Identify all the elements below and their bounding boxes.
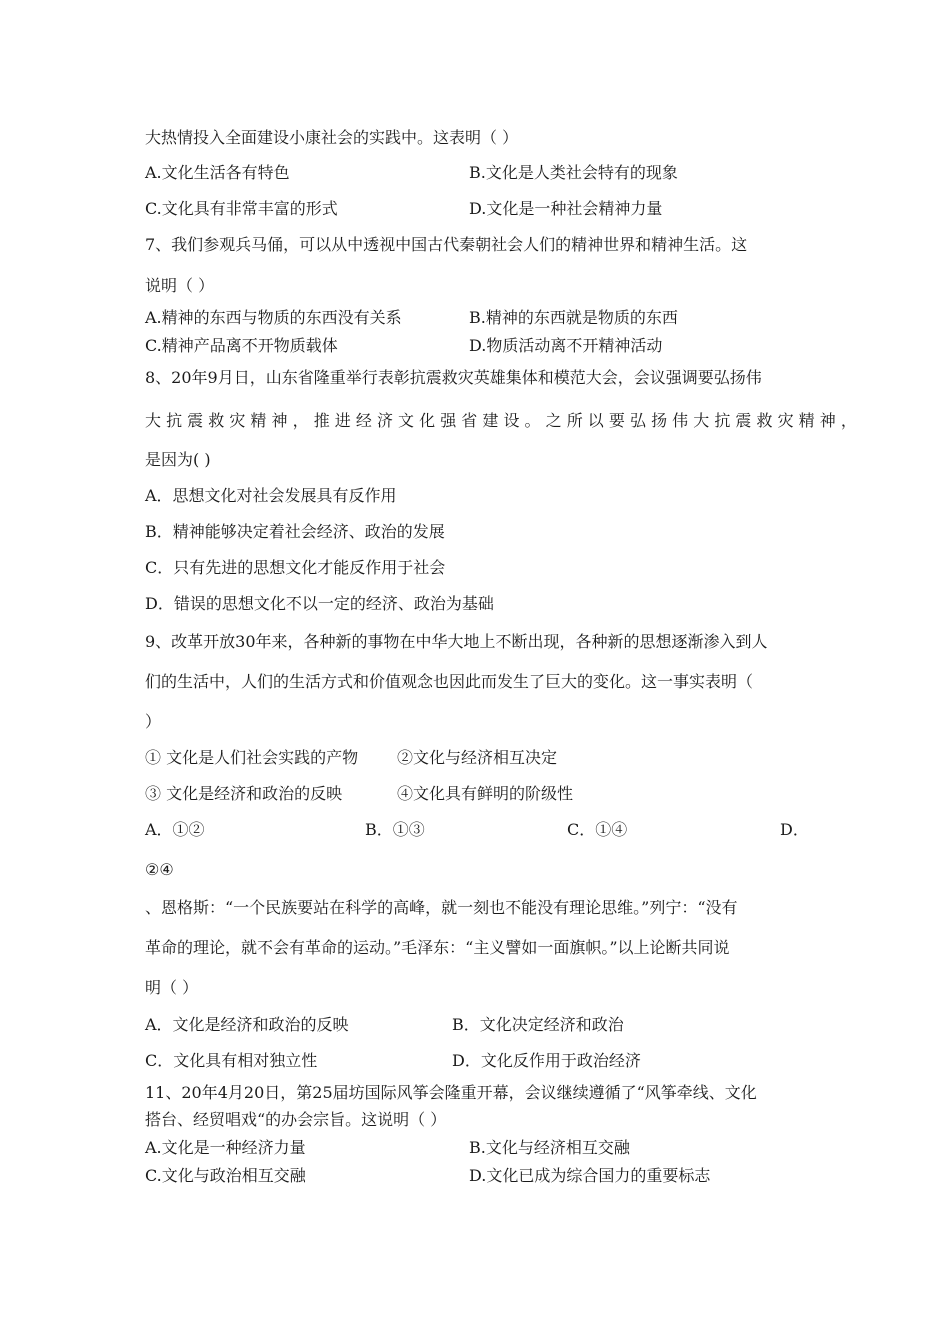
q9-stem-line-2: 们的生活中，人们的生活方式和价值观念也因此而发生了巨大的变化。这一事实表明（ xyxy=(145,672,754,691)
q8-stem-line-1: 8、20年9月日，山东省隆重举行表彰抗震救灾英雄集体和模范大会，会议强调要弘扬伟 xyxy=(145,368,762,387)
q11-option-d: D.文化已成为综合国力的重要标志 xyxy=(469,1166,711,1185)
q6-option-d: D.文化是一种社会精神力量 xyxy=(469,199,663,218)
q9-option-d: D． xyxy=(780,820,809,839)
q7-option-b: B.精神的东西就是物质的东西 xyxy=(469,308,678,327)
q10-stem-line-3: 明（ ） xyxy=(145,978,199,997)
q9-option-b: B．①③ xyxy=(365,820,425,839)
q9-statement-1: ① 文化是人们社会实践的产物 xyxy=(145,748,359,767)
q9-option-d-wrap: ②④ xyxy=(145,860,174,879)
q8-option-a: A．思想文化对社会发展具有反作用 xyxy=(145,486,397,505)
q8-option-b: B．精神能够决定着社会经济、政治的发展 xyxy=(145,522,445,541)
q11-stem-line-2: 搭台、经贸唱戏“的办会宗旨。这说明（ ） xyxy=(145,1110,447,1129)
q8-option-c: C．只有先进的思想文化才能反作用于社会 xyxy=(145,558,446,577)
q7-stem-line-2: 说明（ ） xyxy=(145,276,215,295)
q6-option-c: C.文化具有非常丰富的形式 xyxy=(145,199,338,218)
q10-stem-line-2: 革命的理论，就不会有革命的运动。”毛泽东：“主义譬如一面旗帜。”以上论断共同说 xyxy=(145,938,730,957)
q11-option-c: C.文化与政治相互交融 xyxy=(145,1166,306,1185)
q11-option-b: B.文化与经济相互交融 xyxy=(469,1138,630,1157)
q11-stem-line-1: 11、20年4月20日，第25届坊国际风筝会隆重开幕，会议继续遵循了“风筝牵线、文化 xyxy=(145,1083,757,1102)
q7-option-c: C.精神产品离不开物质载体 xyxy=(145,336,338,355)
q9-stem-line-3: ） xyxy=(145,712,162,731)
q9-statement-4: ④文化具有鲜明的阶级性 xyxy=(397,784,574,803)
q10-option-b: B．文化决定经济和政治 xyxy=(452,1015,624,1034)
q9-option-c: C．①④ xyxy=(567,820,628,839)
q9-stem-line-1: 9、改革开放30年来，各种新的事物在中华大地上不断出现，各种新的思想逐渐渗入到人 xyxy=(145,632,768,651)
q10-option-d: D．文化反作用于政治经济 xyxy=(452,1051,641,1070)
q8-stem-line-3: 是因为( ) xyxy=(145,450,211,469)
q7-option-a: A.精神的东西与物质的东西没有关系 xyxy=(145,308,402,327)
q10-option-a: A．文化是经济和政治的反映 xyxy=(145,1015,349,1034)
q7-stem-line-1: 7、我们参观兵马俑，可以从中透视中国古代秦朝社会人们的精神世界和精神生活。这 xyxy=(145,235,748,254)
q10-stem-line-1: 、恩格斯：“一个民族要站在科学的高峰，就一刻也不能没有理论思维。”列宁：“没有 xyxy=(145,898,738,917)
q6-option-b: B.文化是人类社会特有的现象 xyxy=(469,163,678,182)
q9-option-a: A．①② xyxy=(145,820,205,839)
q9-statement-2: ②文化与经济相互决定 xyxy=(397,748,558,767)
q6-option-a: A.文化生活各有特色 xyxy=(145,163,290,182)
q11-option-a: A.文化是一种经济力量 xyxy=(145,1138,306,1157)
q8-option-d: D．错误的思想文化不以一定的经济、政治为基础 xyxy=(145,594,494,613)
q6-stem-continuation: 大热情投入全面建设小康社会的实践中。这表明（ ） xyxy=(145,128,519,147)
q10-option-c: C．文化具有相对独立性 xyxy=(145,1051,318,1070)
q8-stem-line-2: 大 抗 震 救 灾 精 神 ， 推 进 经 济 文 化 强 省 建 设 。 之 所 以 要 弘 扬 伟 大 抗 震 救 灾 精 神 ， xyxy=(145,411,857,430)
q7-option-d: D.物质活动离不开精神活动 xyxy=(469,336,663,355)
q9-statement-3: ③ 文化是经济和政治的反映 xyxy=(145,784,343,803)
